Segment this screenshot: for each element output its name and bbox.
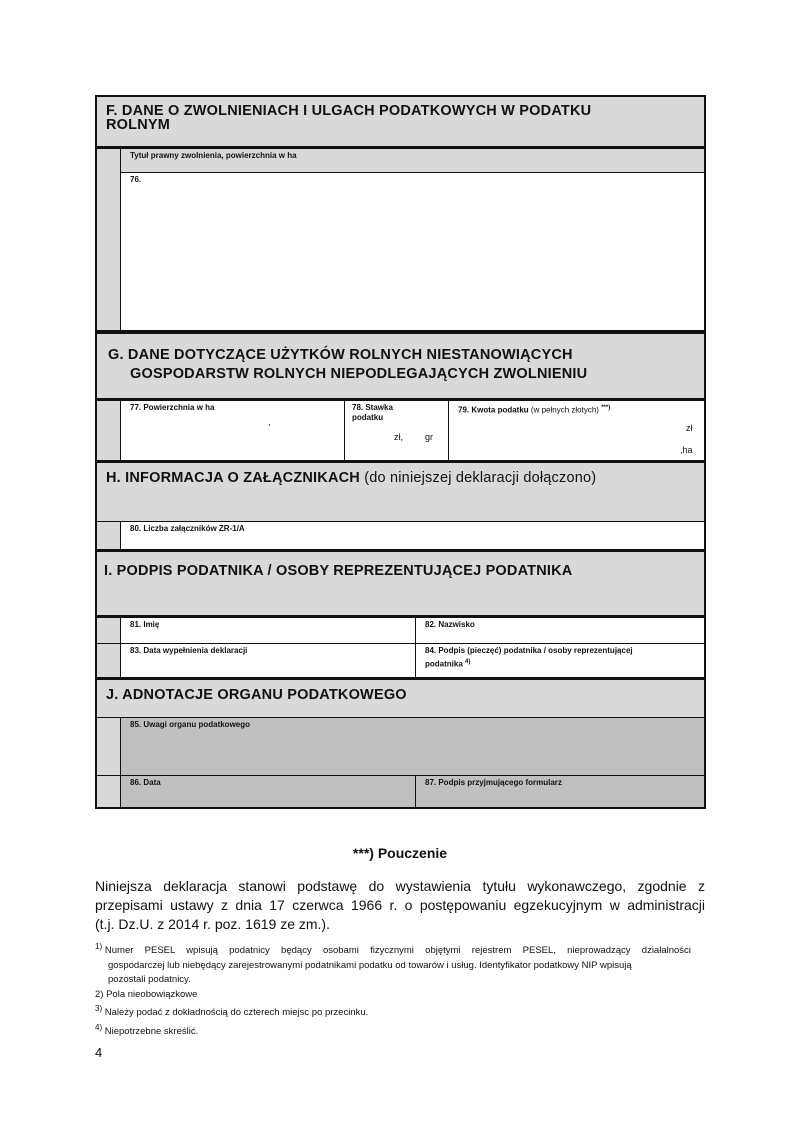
section-i-title: I. PODPIS PODATNIKA / OSOBY REPREZENTUJĄCEJ PODATNIKA bbox=[104, 563, 573, 579]
section-f-left-margin bbox=[97, 148, 120, 333]
section-f-subheader bbox=[120, 148, 704, 172]
section-j-left-margin bbox=[97, 717, 120, 807]
divider bbox=[97, 460, 704, 463]
section-g-left-margin bbox=[97, 400, 120, 462]
field-82-input[interactable] bbox=[415, 617, 704, 643]
field-83-input[interactable] bbox=[120, 643, 415, 679]
field-79-input[interactable] bbox=[448, 400, 704, 462]
field-86-label: 86. Data bbox=[130, 778, 161, 787]
field-84-label-line2-text: podatnika bbox=[425, 659, 463, 669]
field-79-label-text: 79. Kwota podatku bbox=[458, 405, 529, 415]
footnote-2: 2) Pola nieobowiązkowe bbox=[95, 988, 198, 1000]
section-h-title-normal: (do niniejszej deklaracji dołączono) bbox=[364, 470, 597, 486]
footnote-4 bbox=[95, 1021, 707, 1040]
field-85-label: 85. Uwagi organu podatkowego bbox=[130, 720, 251, 729]
divider bbox=[97, 333, 704, 334]
footnote-4-number: 4) bbox=[95, 1022, 103, 1032]
field-78-label-line1: 78. Stawka bbox=[352, 403, 393, 412]
divider bbox=[120, 617, 121, 679]
field-81-input[interactable] bbox=[120, 617, 415, 643]
field-80-label: 80. Liczba załączników ZR-1/A bbox=[130, 524, 245, 533]
field-79-ha: ,ha bbox=[680, 445, 693, 455]
field-87-box bbox=[415, 775, 704, 807]
declaration-form-table bbox=[95, 95, 706, 809]
footnote-1-line1: Numer PESEL wpisują podatnicy będący osobami fizycznymi objętymi rejestrem PESEL, nieprowadzący działalności bbox=[104, 945, 691, 957]
field-78-label-line2: podatku bbox=[352, 413, 384, 422]
divider bbox=[120, 717, 121, 807]
section-f-subheader-label: Tytuł prawny zwolnienia, powierzchnia w ha bbox=[130, 151, 297, 160]
field-81-label: 81. Imię bbox=[130, 620, 160, 629]
footnote-1 bbox=[95, 940, 707, 988]
notice-paragraph-line3: (t.j. Dz.U. z 2014 r. poz. 1619 ze zm.). bbox=[95, 916, 330, 932]
field-77-comma: , bbox=[268, 417, 271, 427]
divider bbox=[97, 717, 704, 718]
section-g-header bbox=[97, 333, 704, 400]
section-j-header bbox=[97, 679, 704, 717]
field-87-label: 87. Podpis przyjmującego formularz bbox=[425, 778, 562, 787]
divider bbox=[97, 549, 704, 552]
field-85-box bbox=[120, 717, 704, 775]
divider bbox=[120, 521, 121, 551]
field-76-label: 76. bbox=[130, 175, 142, 184]
footnote-3-number: 3) bbox=[95, 1004, 103, 1014]
divider bbox=[120, 172, 704, 173]
section-f-title-line1: F. DANE O ZWOLNIENIACH I ULGACH PODATKOWYCH W PODATKU bbox=[106, 103, 592, 119]
field-78-zl: zł, bbox=[394, 432, 403, 442]
divider bbox=[415, 775, 416, 807]
field-86-box bbox=[120, 775, 415, 807]
section-h-left-margin bbox=[97, 521, 120, 551]
field-79-label bbox=[458, 403, 610, 416]
footnote-3 bbox=[95, 1002, 707, 1021]
section-h-title-bold: H. INFORMACJA O ZAŁĄCZNIKACH bbox=[106, 470, 360, 486]
section-i-left-margin bbox=[97, 617, 120, 679]
section-g-title-line2: GOSPODARSTW ROLNYCH NIEPODLEGAJĄCYCH ZWOLNIENIU bbox=[130, 366, 588, 382]
field-84-label-line1: 84. Podpis (pieczęć) podatnika / osoby reprezentującej bbox=[425, 646, 633, 655]
footnote-4-text: Niepotrzebne skreślić. bbox=[104, 1026, 199, 1038]
field-84-superscript: 4) bbox=[465, 659, 471, 665]
section-h-title bbox=[106, 470, 596, 486]
field-78-input[interactable] bbox=[344, 400, 448, 462]
section-h-header bbox=[97, 462, 704, 521]
field-82-label: 82. Nazwisko bbox=[425, 620, 475, 629]
field-80-input[interactable] bbox=[120, 521, 704, 551]
field-83-label: 83. Data wypełnienia deklaracji bbox=[130, 646, 248, 655]
divider bbox=[120, 148, 121, 333]
notice-paragraph-line2: przepisami ustawy z dnia 17 czerwca 1966 r. o postępowaniu egzekucyjnym w administracji bbox=[95, 897, 705, 913]
divider bbox=[344, 400, 345, 462]
footnote-1-number: 1) bbox=[95, 942, 103, 951]
divider bbox=[97, 146, 704, 149]
divider bbox=[97, 615, 704, 618]
section-f-title-line2: ROLNYM bbox=[106, 117, 171, 133]
section-i-header bbox=[97, 551, 704, 617]
section-f-header bbox=[97, 97, 704, 148]
footnote-1-line3: pozostali podatnicy. bbox=[108, 974, 191, 986]
field-84-signature[interactable] bbox=[415, 643, 704, 679]
section-g-title-line1: G. DANE DOTYCZĄCE UŻYTKÓW ROLNYCH NIESTANOWIĄCYCH bbox=[108, 347, 573, 363]
divider bbox=[97, 521, 704, 522]
field-77-input[interactable] bbox=[120, 400, 344, 462]
field-77-label: 77. Powierzchnia w ha bbox=[130, 403, 215, 412]
notice-paragraph bbox=[95, 877, 705, 934]
footnotes bbox=[95, 940, 707, 1040]
field-79-zl: zł bbox=[686, 423, 693, 433]
divider bbox=[415, 617, 416, 679]
divider bbox=[448, 400, 449, 462]
divider bbox=[120, 400, 121, 462]
field-84-label-line2 bbox=[425, 657, 470, 670]
notice-heading: ***) Pouczenie bbox=[352, 845, 448, 861]
field-79-note: (w pełnych złotych) bbox=[530, 405, 599, 415]
footnote-1-line2: gospodarczej lub niebędący zarejestrowanymi podatnikami podatku od towarów i usług. Identyfikator podatkowy NIP wpisują bbox=[108, 959, 632, 971]
field-76-input[interactable] bbox=[120, 172, 704, 333]
field-78-gr: gr bbox=[425, 432, 434, 442]
field-79-superscript: ***) bbox=[601, 405, 611, 411]
divider bbox=[97, 398, 704, 401]
section-j-title: J. ADNOTACJE ORGANU PODATKOWEGO bbox=[106, 687, 407, 703]
divider bbox=[97, 643, 704, 644]
notice-paragraph-line1: Niniejsza deklaracja stanowi podstawę do wystawienia tytułu wykonawczego, zgodnie z bbox=[95, 878, 705, 894]
divider bbox=[97, 775, 704, 776]
divider bbox=[97, 677, 704, 680]
footnote-3-text: Należy podać z dokładnością do czterech miejsc po przecinku. bbox=[104, 1007, 369, 1019]
page-number: 4 bbox=[95, 1045, 103, 1060]
